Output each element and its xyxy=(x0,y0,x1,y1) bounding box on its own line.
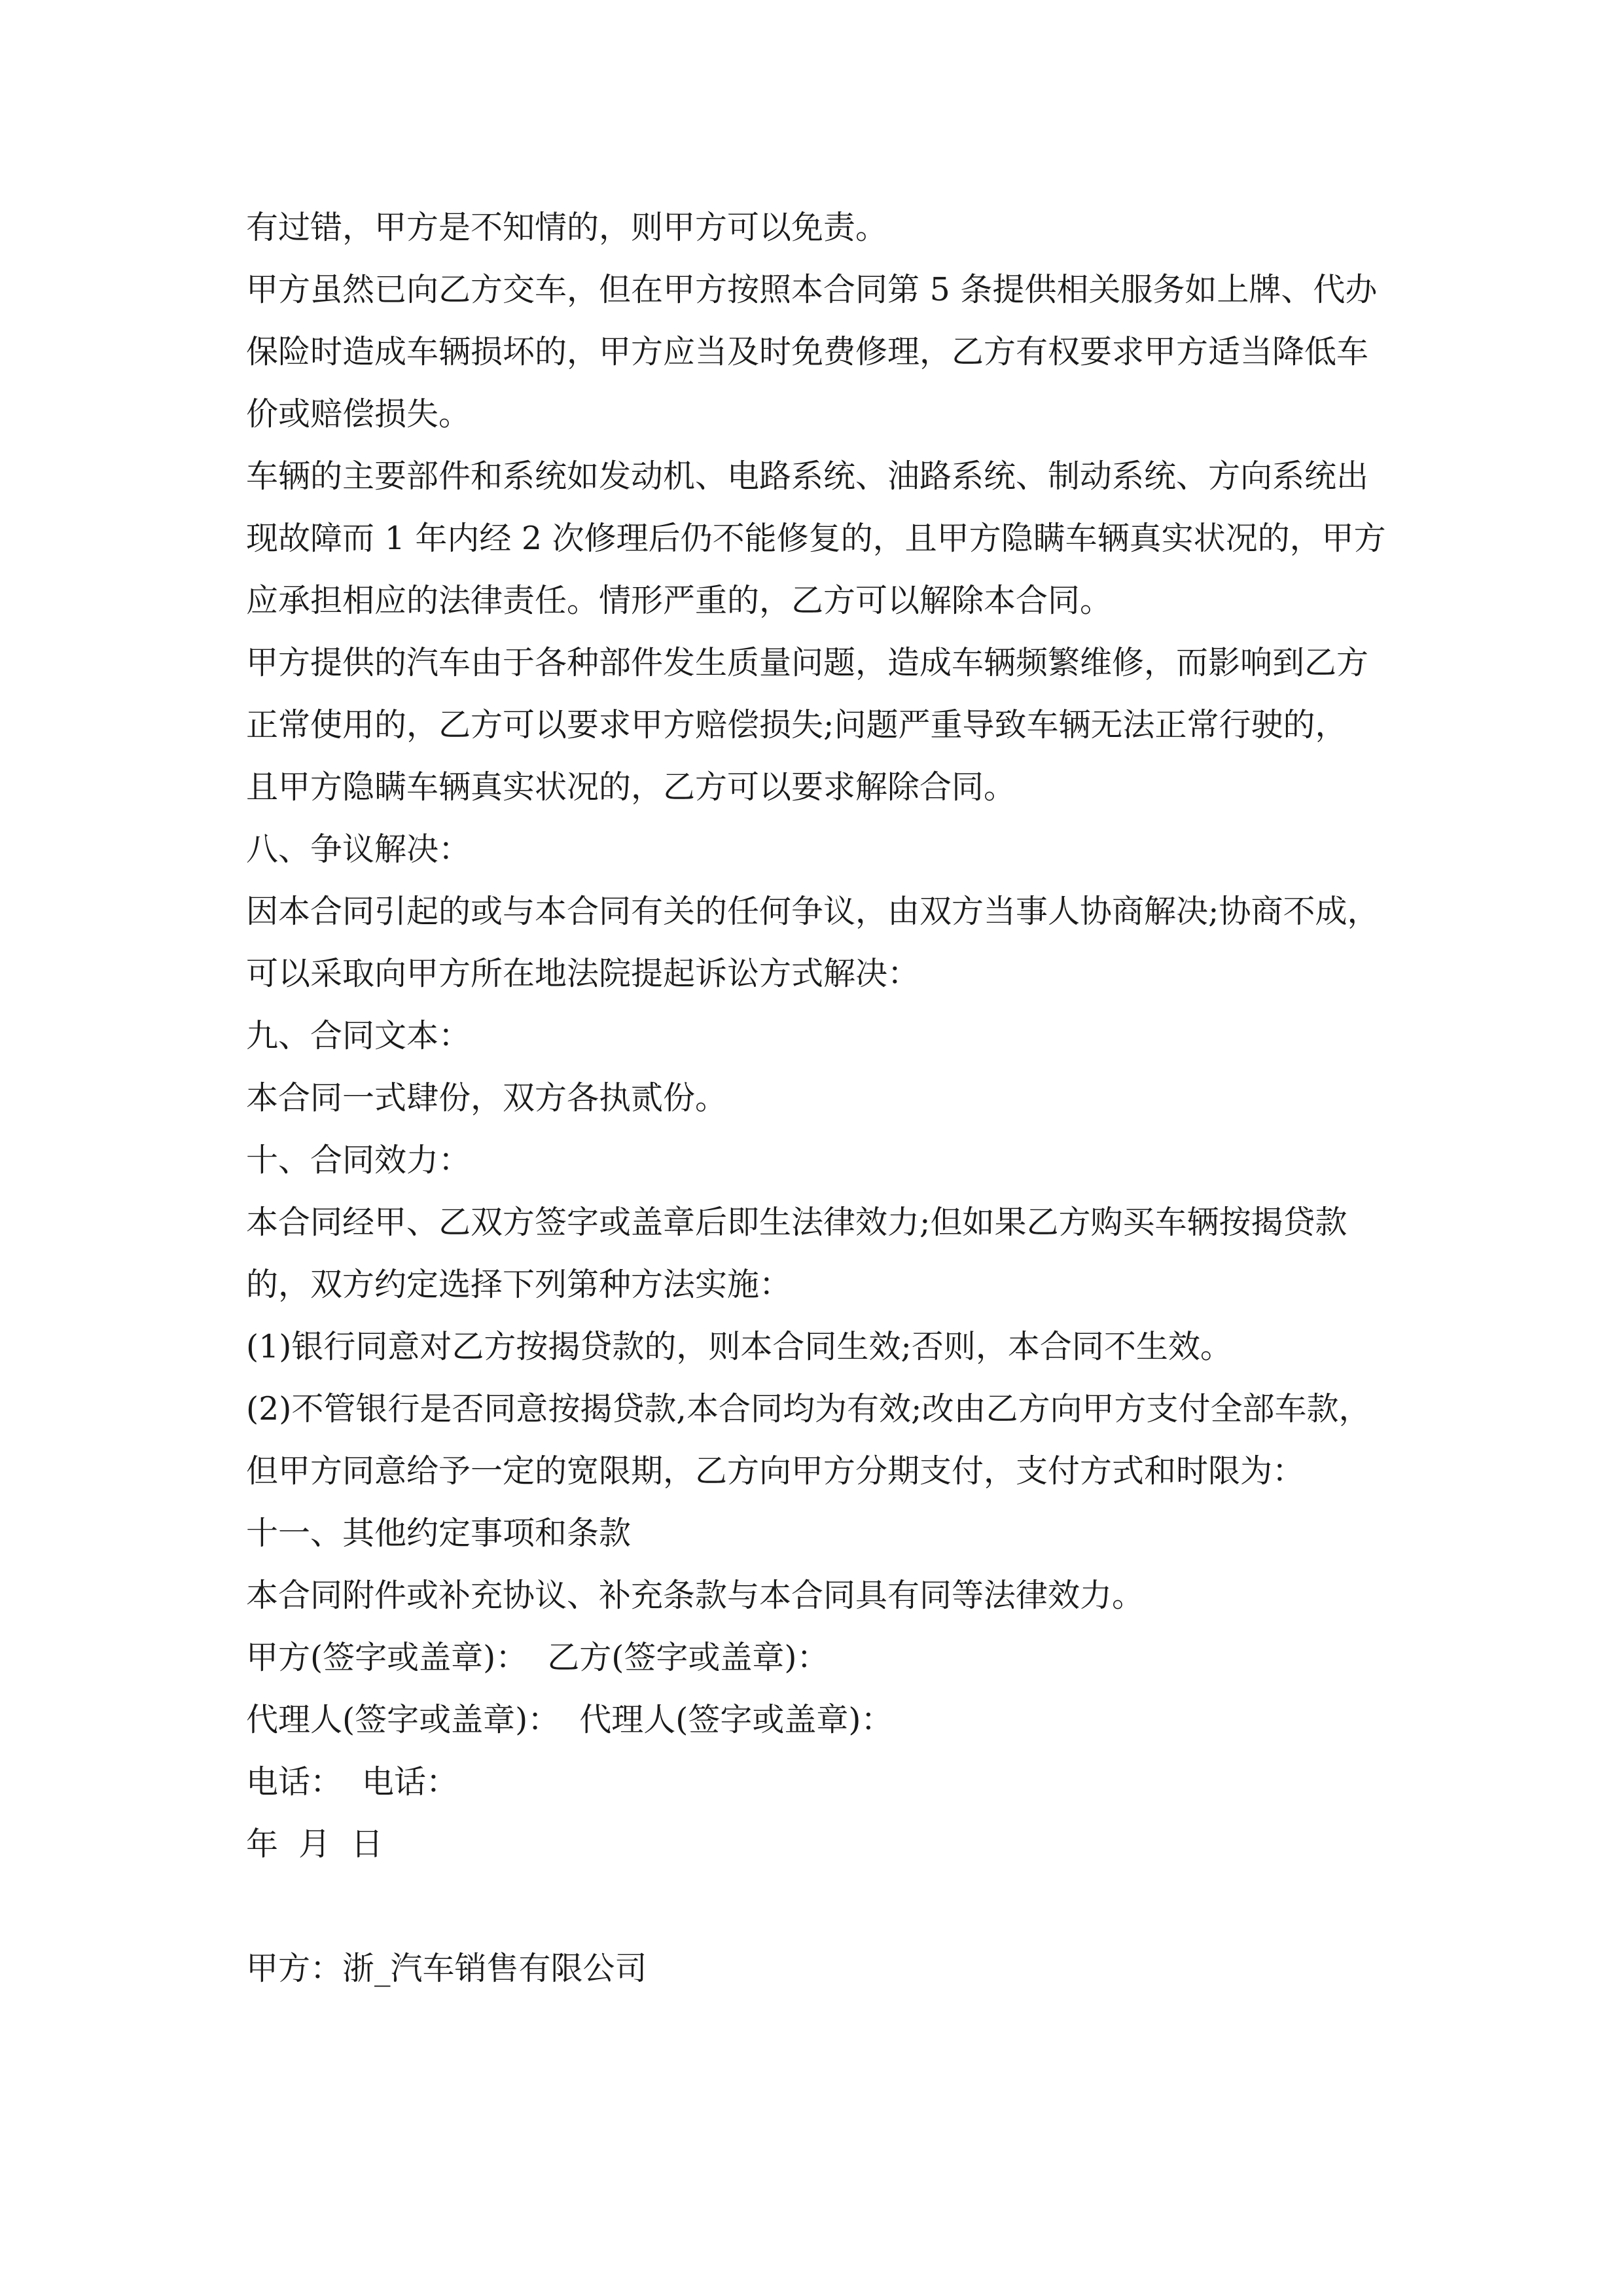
text-line: 甲方提供的汽车由于各种部件发生质量问题，造成车辆频繁维修，而影响到乙方 xyxy=(246,644,1369,681)
text-line: 的，双方约定选择下列第种方法实施： xyxy=(246,1266,792,1303)
date-label: 年 月 日 xyxy=(246,1825,383,1863)
text-line: 正常使用的，乙方可以要求甲方赔偿损失;问题严重导致车辆无法正常行驶的， xyxy=(246,706,1347,744)
footer-party-a: 甲方：浙_汽车销售有限公司 xyxy=(246,1950,647,1987)
text-line: 有过错，甲方是不知情的，则甲方可以免责。 xyxy=(246,209,888,246)
signature-row-parties xyxy=(246,1626,1398,1689)
text-line: 且甲方隐瞒车辆真实状况的，乙方可以要求解除合同。 xyxy=(246,768,1016,806)
signature-row-agents xyxy=(246,1689,1398,1751)
text-line: 车辆的主要部件和系统如发动机、电路系统、油路系统、制动系统、方向系统出 xyxy=(246,457,1369,495)
phone-a-label: 电话： xyxy=(246,1763,343,1801)
agent-b-signature-label: 代理人(签字或盖章)： xyxy=(579,1701,893,1738)
text-line: 因本合同引起的或与本合同有关的任何争议，由双方当事人协商解决;协商不成， xyxy=(246,893,1380,930)
document-body xyxy=(246,196,1398,2000)
text-line: 但甲方同意给予一定的宽限期，乙方向甲方分期支付，支付方式和时限为： xyxy=(246,1452,1305,1490)
text-line: 现故障而 1 年内经 2 次修理后仍不能修复的，且甲方隐瞒车辆真实状况的，甲方 xyxy=(246,520,1386,557)
text-line: (1)银行同意对乙方按揭贷款的，则本合同生效;否则，本合同不生效。 xyxy=(246,1328,1232,1365)
text-line: 保险时造成车辆损坏的，甲方应当及时免费修理，乙方有权要求甲方适当降低车 xyxy=(246,333,1369,370)
phone-b-label: 电话： xyxy=(362,1763,459,1801)
text-line: 价或赔偿损失。 xyxy=(246,395,471,433)
text-line: 应承担相应的法律责任。情形严重的，乙方可以解除本合同。 xyxy=(246,582,1113,619)
section-heading: 十、合同效力： xyxy=(246,1141,471,1179)
section-heading: 九、合同文本： xyxy=(246,1017,471,1054)
section-heading: 八、争议解决： xyxy=(246,831,471,868)
signature-row-phones xyxy=(246,1751,1398,1813)
text-line: (2)不管银行是否同意按揭贷款,本合同均为有效;改由乙方向甲方支付全部车款， xyxy=(246,1390,1371,1427)
section-heading: 十一、其他约定事项和条款 xyxy=(246,1515,632,1552)
text-line: 本合同一式肆份，双方各执贰份。 xyxy=(246,1079,728,1117)
party-a-signature-label: 甲方(签字或盖章)： xyxy=(246,1639,528,1676)
date-line xyxy=(246,1813,1398,1875)
agent-a-signature-label: 代理人(签字或盖章)： xyxy=(246,1701,560,1738)
text-line: 可以采取向甲方所在地法院提起诉讼方式解决： xyxy=(246,955,920,992)
spacer xyxy=(246,1875,1398,1937)
text-line: 甲方虽然已向乙方交车，但在甲方按照本合同第 5 条提供相关服务如上牌、代办 xyxy=(246,271,1378,308)
text-line: 本合同附件或补充协议、补充条款与本合同具有同等法律效力。 xyxy=(246,1577,1145,1614)
text-line: 本合同经甲、乙双方签字或盖章后即生法律效力;但如果乙方购买车辆按揭贷款 xyxy=(246,1204,1347,1241)
party-b-signature-label: 乙方(签字或盖章)： xyxy=(547,1639,829,1676)
